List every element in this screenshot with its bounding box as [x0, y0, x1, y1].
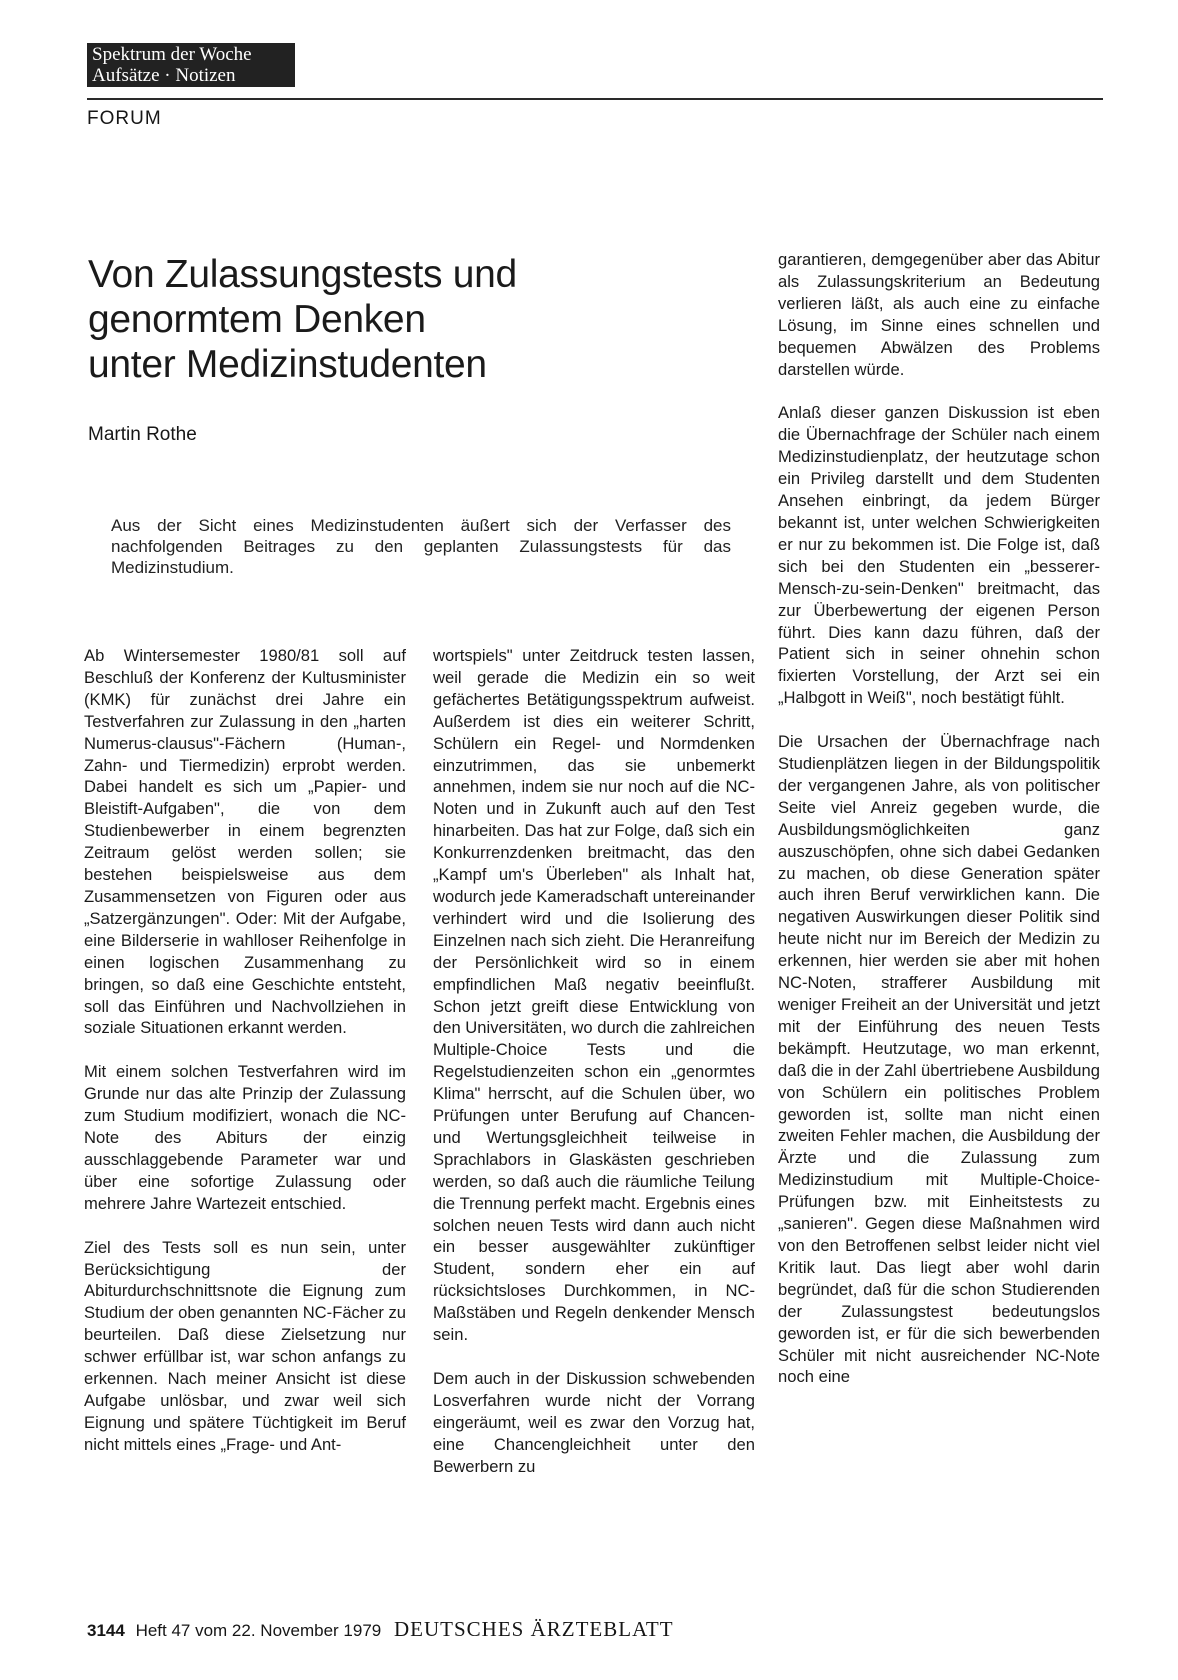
paragraph: Ziel des Tests soll es nun sein, unter Berücksichtigung der Abiturdurchschnittsnote die Eignung zum Studium der oben genannten NC-Fächer zu beurteilen. Daß diese Zielsetzung nur schwer erfüllbar ist, war schon anfangs zu erkennen. Nach meiner Ansicht ist diese Aufgabe unlösbar, und zwar weil sich Eignung und spätere Tüchtigkeit im Beruf nicht mittels eines „Frage- und Ant-: [84, 1237, 406, 1454]
lead-text: Aus der Sicht eines Medizinstudenten äußert sich der Verfasser des nachfolgenden Beitrages zu den geplanten Zulassungstests für das Medizinstudium.: [111, 516, 731, 577]
author-name: Martin Rothe: [88, 424, 197, 445]
paragraph: garantieren, demgegenüber aber das Abitur als Zulassungskriterium an Bedeutung verlieren läßt, als auch eine zu einfache Lösung, im Sinne eines schnellen und bequemen Abwälzen des Problems darstellen würde.: [778, 250, 1100, 379]
title-line-3: unter Medizinstudenten: [88, 343, 487, 386]
page-footer: [87, 1617, 674, 1642]
article-title: [88, 252, 708, 387]
paragraph: Die Ursachen der Übernachfrage nach Studienplätzen liegen in der Bildungspolitik der vergangenen Jahre, als von politischer Seite viel Anreiz gegeben wurde, die Ausbildungsmöglichkeiten ganz auszuschöpfen, ohne sich dabei Gedanken zu machen, ob diese Generation später auch ihren Beruf verwirklichen kann. Die negativen Auswirkungen dieser Politik sind heute nicht nur im Bereich der Medizin zu erkennen, hier werden sie aber mit hohen NC-Noten, strafferer Ausbildung mit weniger Freiheit an der Universität und jetzt mit der Einführung des neuen Tests bekämpft. Heutzutage, wo man erkennt, daß die in der Zahl übertriebene Ausbildung von Schülern ein politisches Problem geworden ist, sollte man nicht einen zweiten Fehler machen, die Ausbildung der Ärzte und die Zulassung zum Medizinstudium mit Multiple-Choice-Prüfungen bzw. mit Einheitstests zu „sanieren". Gegen diese Maßnahmen wird von den Betroffenen selbst leider nicht viel Kritik laut. Das liegt aber wohl darin begründet, daß für die schon Studierenden der Zulassungstest bedeutungslos geworden ist, er für die sich bewerbenden Schüler mit nicht ausreichender NC-Note noch eine: [778, 732, 1100, 1387]
column-1: [84, 645, 406, 1478]
paragraph: Ab Wintersemester 1980/81 soll auf Beschluß der Konferenz der Kultusminister (KMK) für zunächst drei Jahre ein Testverfahren zur Zulassung in den „harten Numerus-clausus"-Fächern (Human-, Zahn- und Tiermedizin) erprobt werden. Dabei handelt es sich um „Papier- und Bleistift-Aufgaben", die von dem Studienbewerber in einem begrenzten Zeitraum gelöst werden sollen; sie bestehen beispielsweise aus dem Zusammensetzen von Figuren oder aus „Satzergänzungen". Oder: Mit der Aufgabe, eine Bilderserie in wahlloser Reihenfolge in einen logischen Zusammenhang zu bringen, so daß eine Geschichte entsteht, soll das Einführen und Nachvollziehen in soziale Situationen erkannt werden.: [84, 646, 406, 1038]
page-number: 3144: [87, 1621, 125, 1640]
issue-info: Heft 47 vom 22. November 1979: [135, 1621, 382, 1640]
badge-line-2: Aufsätze · Notizen: [92, 65, 236, 86]
section-label: FORUM: [87, 108, 162, 129]
paragraph: Mit einem solchen Testverfahren wird im Grunde nur das alte Prinzip der Zulassung zum Studium modifiziert, wonach die NC-Note des Abiturs der einzig ausschlaggebende Parameter war und über eine sofortige Zulassung oder mehrere Jahre Wartezeit entschied.: [84, 1062, 406, 1213]
title-line-2: genormtem Denken: [88, 298, 426, 341]
section-badge: [87, 43, 295, 87]
paragraph: Anlaß dieser ganzen Diskussion ist eben die Übernachfrage der Schüler nach einem Medizinstudienplatz, der heutzutage schon ein Privileg darstellt und dem Studenten Ansehen einbringt, da jedem Bürger bekannt ist, unter welchen Schwierigkeiten er nur zu bekommen ist. Die Folge ist, daß sich bei den Studenten ein „besserer-Mensch-zu-sein-Denken" breitmacht, das zur Überbewertung der eigenen Person führt. Dies kann dazu führen, daß der Patient sich in seiner ohnehin schon fixierten Vorstellung, der Arzt sei ein „Halbgott in Weiß", noch bestätigt fühlt.: [778, 403, 1100, 708]
title-line-1: Von Zulassungstests und: [88, 253, 517, 296]
header-rule: [87, 98, 1103, 100]
column-2: [433, 645, 755, 1500]
paragraph: wortspiels" unter Zeitdruck testen lassen, weil gerade die Medizin ein so weit gefächertes Betätigungsspektrum aufweist. Außerdem ist dies ein weiterer Schritt, Schülern ein Regel- und Normdenken einzutrimmen, das sie unbemerkt annehmen, indem sie nur noch auf die NC-Noten und in Zukunft auch auf den Test hinarbeiten. Das hat zur Folge, daß sich ein Konkurrenzdenken breitmacht, das den „Kampf um's Überleben" als Inhalt hat, wodurch jede Kameradschaft untereinander verhindert wird und die Isolierung des Einzelnen nach sich zieht. Die Heranreifung der Persönlichkeit wird so in einem empfindlichen Maß negativ beeinflußt. Schon jetzt greift diese Entwicklung von den Universitäten, wo durch die zahlreichen Multiple-Choice Tests und die Regelstudienzeiten schon ein „genormtes Klima" herrscht, auf die Schulen über, wo Prüfungen unter Berufung auf Chancen- und Wertungsgleichheit teilweise in Sprachlabors in Glaskästen geschrieben werden, so daß auch die räumliche Teilung die Trennung perfekt macht. Ergebnis eines solchen neuen Tests wird dann auch nicht ein besser ausgewählter zukünftiger Student, sondern eher ein auf rücksichtsloses Durchkommen, in NC-Maßstäben und Regeln denkender Mensch sein.: [433, 646, 755, 1345]
badge-line-1: Spektrum der Woche: [92, 44, 252, 65]
paragraph: Dem auch in der Diskussion schwebenden Losverfahren wurde nicht der Vorrang eingeräumt, weil es zwar den Vorzug hat, eine Chancengleichheit unter den Bewerbern zu: [433, 1369, 755, 1476]
lead-paragraph: [111, 515, 731, 578]
column-3: [778, 249, 1100, 1410]
journal-name: DEUTSCHES ÄRZTEBLATT: [393, 1617, 674, 1641]
